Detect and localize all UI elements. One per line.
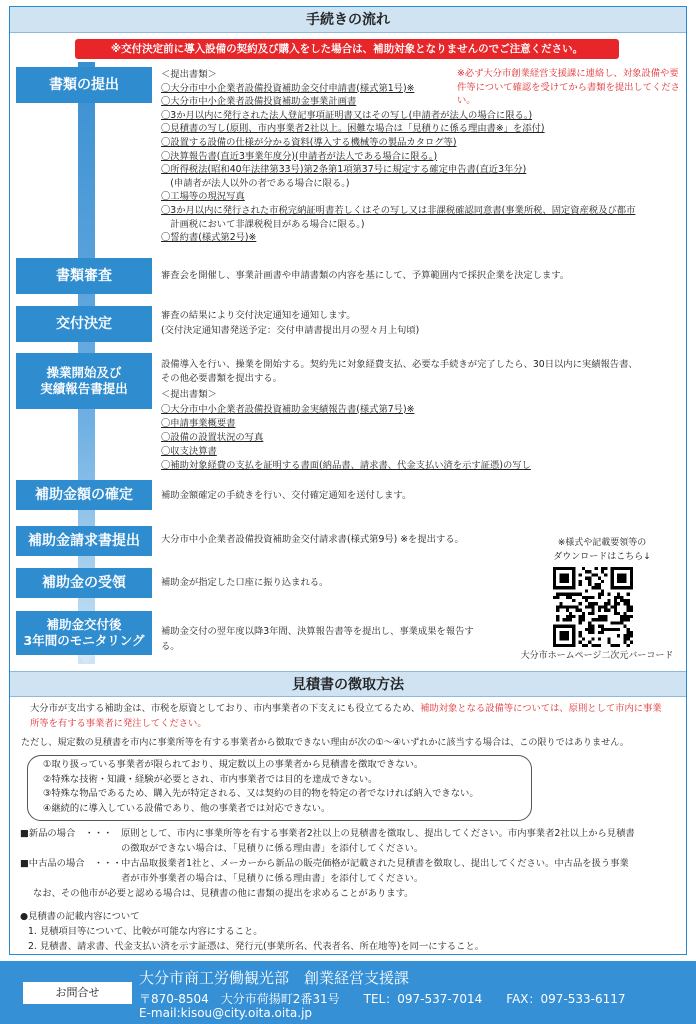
quote-section-title: 見積書の徴取方法 <box>10 671 686 697</box>
step-label: 補助金の受領 <box>42 574 126 591</box>
quote-p1-red-text: 補助対象となる設備等については、原則として市内に事業所等を有する事業者に発注してください。 <box>30 703 662 729</box>
step-desc-payment-receipt <box>161 575 328 590</box>
submit-note: ※必ず大分市創業経営支援課に連絡し、対象設備や要件等について確認を受けてから書類を提出してください。 <box>457 68 680 106</box>
used-item-line: 中古品取扱業者1社と、メーカーから新品の販売価格が記載された見積書を徴取し、提出してください。中古品を扱う事業 <box>121 858 629 869</box>
desc-line: 〇3か月以内に発行された市税完納証明書若しくはその写し又は非課税確認同意書(事業所税、固定資産税及び都市 <box>161 204 636 216</box>
reason-item: ①取り扱っている事業者が限られており、規定数以上の事業者から見積書を徴取できない。 <box>43 759 424 770</box>
content-item: 1. 見積項目等について、比較が可能な内容にすること。 <box>28 926 263 937</box>
desc-line: 〇工場等の現況写真 <box>161 191 245 203</box>
new-item-line: 原則として、市内に事業所等を有する事業者2社以上の見積書を徴取し、提出してください。市内事業者2社以上から見積書 <box>121 828 635 839</box>
desc-line: その他必要書類を提出する。 <box>161 373 282 385</box>
new-item-text <box>121 826 635 856</box>
new-item-label: ■新品の場合 ・・・ <box>20 828 113 839</box>
quote-exception: ただし、規定数の見積書を市内に事業所等を有する事業者から徴取できない理由が次の①～④いずれかに該当する場合は、この限りではありません。 <box>21 738 629 748</box>
contact-label: お問合せ <box>23 982 132 1004</box>
desc-line: 〇設置する設備の仕様が分かる資料(導入する機械等の製品カタログ等) <box>161 136 457 148</box>
desc-line: 〇誓約書(様式第2号)※ <box>161 232 257 244</box>
content-list <box>28 924 484 954</box>
used-item-label: ■中古品の場合 ・・・ <box>20 858 122 869</box>
contact-email[interactable]: E-mail:kisou@city.oita.oita.jp <box>139 1006 313 1020</box>
step-desc-monitoring <box>161 624 474 654</box>
desc-line: 〇大分市中小企業者設備投資補助金事業計画書 <box>161 96 357 108</box>
reason-item: ④継続的に導入している設備であり、他の事業者では対応できない。 <box>43 802 331 814</box>
desc-line: 補助金交付の翌年度以降3年間、決算報告書等を提出し、事業成果を報告す <box>161 626 474 637</box>
desc-line: 〇大分市中小企業者設備投資補助金実績報告書(様式第7号)※ <box>161 403 415 415</box>
desc-line: 〇補助対象経費の支払を証明する書面(納品書、請求書、代金支払い済を示す証憑)の写し <box>161 460 531 472</box>
step-payment-receipt <box>16 568 152 598</box>
quote-paragraph <box>30 701 670 731</box>
desc-line: 〇所得税法(昭和40年法律第33号)第2条第1項第37号に規定する確定申告書(直近3年分) <box>161 164 527 176</box>
step-label: 書類の提出 <box>49 76 119 93</box>
qr-label: 大分市ホームページ二次元バーコード <box>520 651 674 661</box>
step-label: 書類審査 <box>56 267 112 284</box>
alert-banner: ※交付決定前に導入設備の契約及び購入をした場合は、補助対象となりませんのでご注意ください。 <box>75 39 619 59</box>
desc-line: (申請者が法人以外の者である場合に限る。) <box>161 177 350 189</box>
step-label: 操業開始及び 実績報告書提出 <box>40 364 128 396</box>
contact-address: 〒870-8504 大分市荷揚町2番31号 TEL：097-537-7014 FAX：097-533-6117 <box>139 992 626 1006</box>
step-label: 補助金交付後 3年間のモニタリング <box>23 616 145 648</box>
desc-line: 〇3か月以内に発行された法人登記事項証明書又はその写し(申請者が法人の場合に限る。) <box>161 109 533 121</box>
desc-line: (交付決定通知書発送予定：交付申請書提出月の翌々月上旬頃) <box>161 325 420 336</box>
step-grant-decision <box>16 306 152 342</box>
desc-line: 審査の結果により交付決定通知を通知します。 <box>161 310 356 321</box>
step-desc-amount-confirmation <box>161 488 411 503</box>
desc-line: ＜提出書類＞ <box>161 389 217 401</box>
step-review <box>16 258 152 294</box>
step-amount-confirmation <box>16 480 152 510</box>
desc-line: 計画税において非課税税目がある場合に限る。) <box>161 218 365 230</box>
step-desc-review <box>161 268 569 283</box>
desc-line: 審査会を開催し、事業計画書や申請書類の内容を基にして、予算範囲内で採択企業を決定します。 <box>161 270 570 281</box>
step-monitoring <box>16 611 152 655</box>
desc-line: 設備導入を行い、操業を開始する。契約先に対象経費支払、必要な手続きが完了したら、30日以内に実績報告書、 <box>161 359 638 370</box>
content-item: 2. 見積書、請求書、代金支払い済を示す証憑は、発行元(事業所名、代表者名、所在地等)を同一にすること。 <box>28 941 485 952</box>
used-item-text <box>121 856 629 886</box>
reasons-list <box>43 758 479 816</box>
footer <box>0 961 696 1024</box>
other-note: なお、その他市が必要と認める場合は、見積書の他に書類の提出を求めることがあります。 <box>33 888 414 899</box>
step-label: 補助金請求書提出 <box>28 532 140 549</box>
desc-line: る。 <box>161 641 180 652</box>
desc-line: 補助金額確定の手続きを行い、交付確定通知を送付します。 <box>161 490 412 501</box>
qr-code-icon[interactable] <box>553 567 633 647</box>
desc-line: 〇見積書の写し(原則、市内事業者2社以上。困難な場合は「見積りに係る理由書※」を添付) <box>161 123 545 135</box>
desc-line: 〇申請事業概要書 <box>161 417 236 429</box>
reason-item: ②特殊な技術・知識・経験が必要とされ、市内事業者では目的を達成できない。 <box>43 773 378 785</box>
step-payment-request <box>16 526 152 556</box>
desc-line: 大分市中小企業者設備投資補助金交付請求書(様式第9号) ※を提出する。 <box>161 534 464 545</box>
step-operation-report <box>16 353 152 409</box>
step-label: 交付決定 <box>56 315 112 332</box>
desc-line: ＜提出書類＞ <box>161 69 217 80</box>
step-label: 補助金額の確定 <box>35 486 133 503</box>
reason-item: ③特殊な物品であるため、購入先が特定される、又は契約の目的物を特定の者でなければ納入できない。 <box>43 788 479 799</box>
department-name: 大分市商工労働観光部 創業経営支援課 <box>139 969 410 987</box>
flow-section-title: 手続きの流れ <box>10 7 686 33</box>
desc-line: 〇収支決算書 <box>161 446 217 458</box>
step-desc-operation-report <box>161 358 638 474</box>
qr-caption: ※様式や記載要領等の ダウンロードはこちら↓ <box>553 538 651 562</box>
desc-line: 〇設備の設置状況の写真 <box>161 432 264 444</box>
desc-line: 〇決算報告書(直近3事業年度分)(申請者が法人である場合に限る。) <box>161 150 438 162</box>
content-title: ●見積書の記載内容について <box>20 911 140 922</box>
step-desc-payment-request <box>161 532 464 547</box>
desc-line: 〇大分市中小企業者設備投資補助金交付申請書(様式第1号)※ <box>161 82 415 94</box>
used-item-line: 者が市外事業者の場合は、「見積りに係る理由書」を添付してください。 <box>121 873 424 884</box>
new-item-line: の徴取ができない場合は、「見積りに係る理由書」を添付してください。 <box>121 843 424 854</box>
quote-p1-text: 大分市が支出する補助金は、市税を原資としており、市内事業者の下支えにも役立てるため、 <box>30 703 421 714</box>
desc-line: 補助金が指定した口座に振り込まれる。 <box>161 577 329 588</box>
step-desc-grant-decision <box>161 308 419 338</box>
step-submission <box>16 67 152 103</box>
